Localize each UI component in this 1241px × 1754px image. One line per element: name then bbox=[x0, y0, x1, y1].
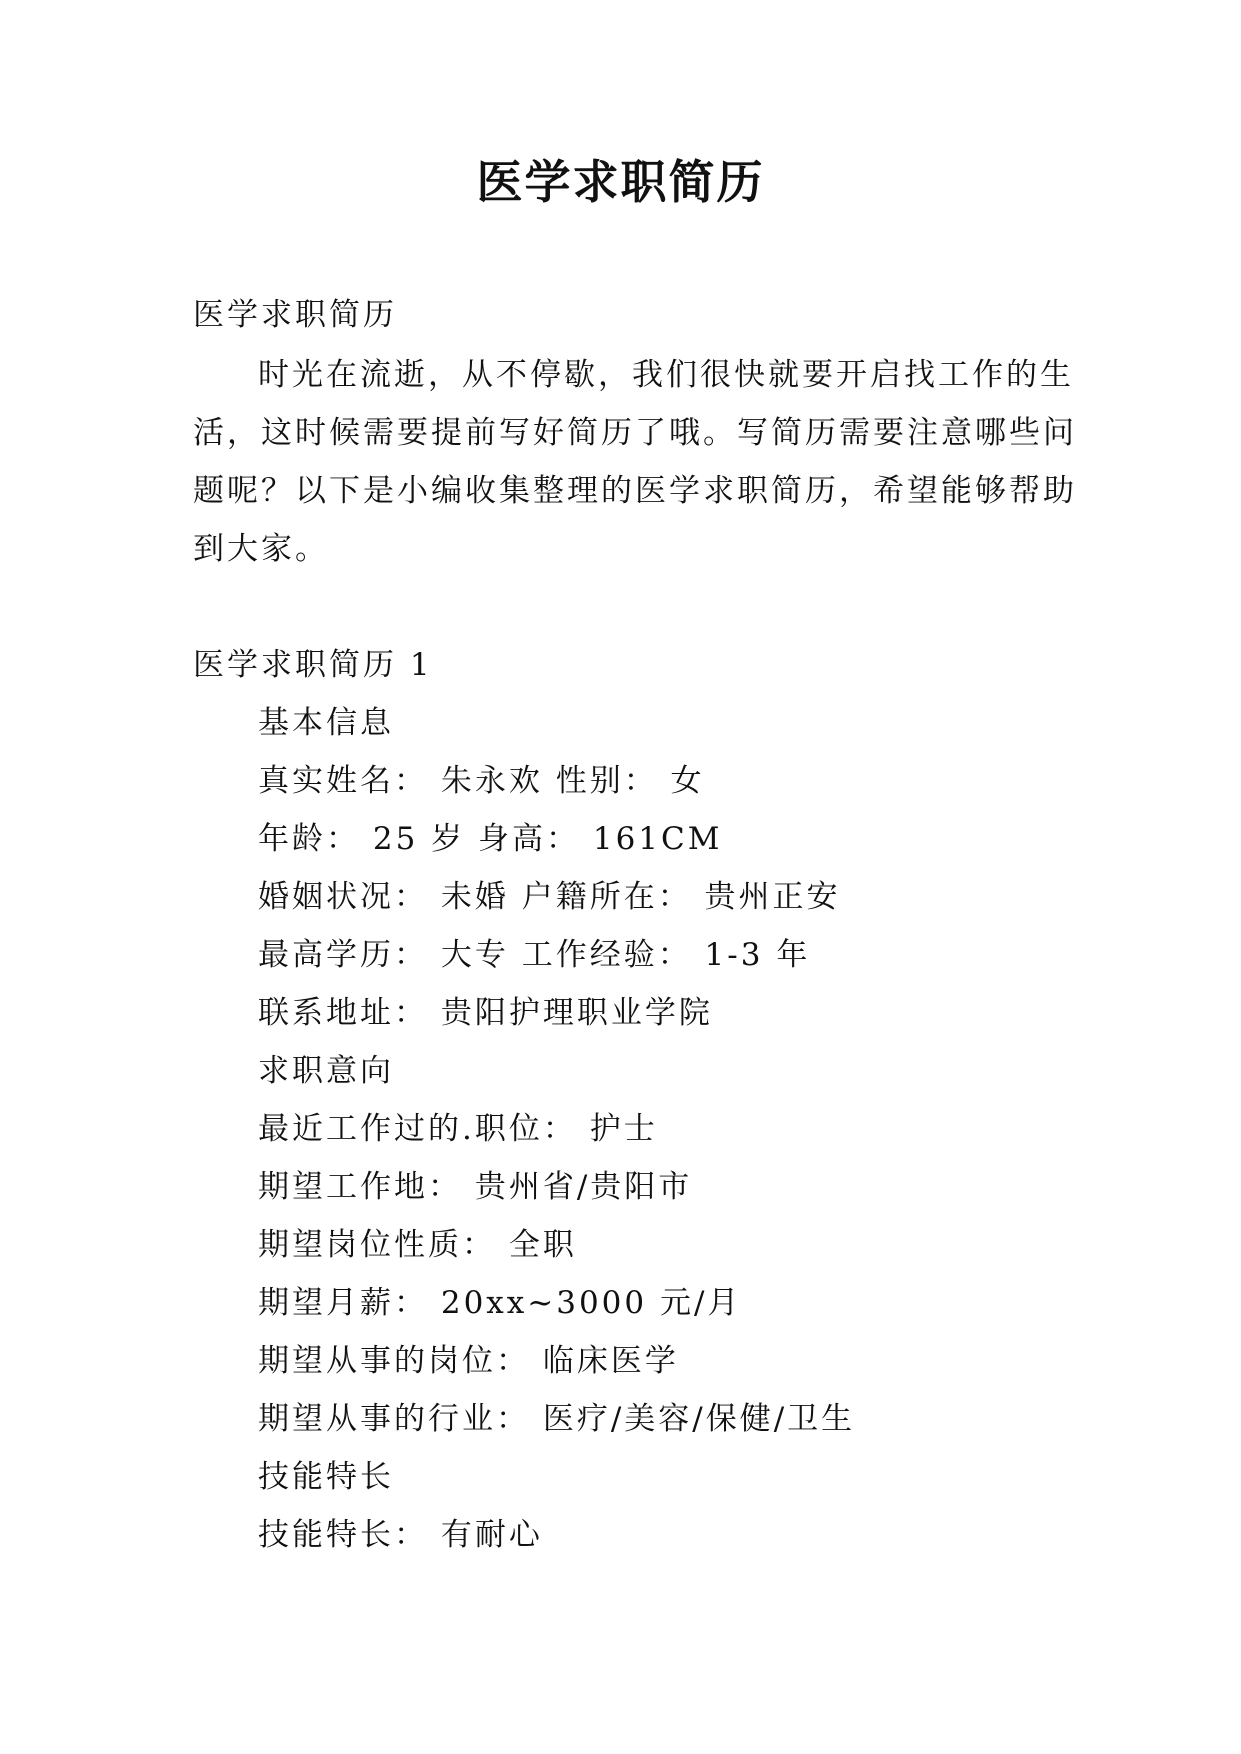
job-intention-line-type: 期望岗位性质： 全职 bbox=[258, 1227, 577, 1263]
basic-info-line-address: 联系地址： 贵阳护理职业学院 bbox=[258, 995, 713, 1031]
job-intention-line-position: 期望从事的岗位： 临床医学 bbox=[258, 1343, 679, 1379]
basic-info-line-name-gender: 真实姓名： 朱永欢 性别： 女 bbox=[258, 763, 705, 799]
basic-info-line-marital-hometown: 婚姻状况： 未婚 户籍所在： 贵州正安 bbox=[258, 879, 841, 915]
job-intention-heading: 求职意向 bbox=[258, 1053, 394, 1089]
job-intention-line-salary: 期望月薪： 20xx~3000 元/月 bbox=[258, 1285, 742, 1321]
basic-info-heading: 基本信息 bbox=[258, 705, 394, 741]
skills-heading: 技能特长 bbox=[258, 1459, 394, 1495]
job-intention-line-recent-position: 最近工作过的.职位： 护士 bbox=[258, 1111, 658, 1147]
intro-line-1: 时光在流逝，从不停歇，我们很快就要开启找工作的生 bbox=[258, 357, 1074, 393]
job-intention-line-location: 期望工作地： 贵州省/贵阳市 bbox=[258, 1169, 693, 1205]
job-intention-line-industry: 期望从事的行业： 医疗/美容/保健/卫生 bbox=[258, 1401, 856, 1437]
intro-line-2: 活，这时候需要提前写好简历了哦。写简历需要注意哪些问 bbox=[193, 415, 1077, 451]
basic-info-line-age-height: 年龄： 25 岁 身高： 161CM bbox=[258, 821, 723, 857]
document-subtitle: 医学求职简历 bbox=[193, 297, 397, 333]
intro-line-3: 题呢？以下是小编收集整理的医学求职简历，希望能够帮助 bbox=[193, 473, 1077, 509]
document-title: 医学求职简历 bbox=[476, 155, 765, 209]
intro-line-4: 到大家。 bbox=[193, 531, 329, 567]
basic-info-line-education-experience: 最高学历： 大专 工作经验： 1-3 年 bbox=[258, 937, 811, 973]
skills-line: 技能特长： 有耐心 bbox=[258, 1517, 543, 1553]
section-title: 医学求职简历 1 bbox=[193, 647, 433, 683]
